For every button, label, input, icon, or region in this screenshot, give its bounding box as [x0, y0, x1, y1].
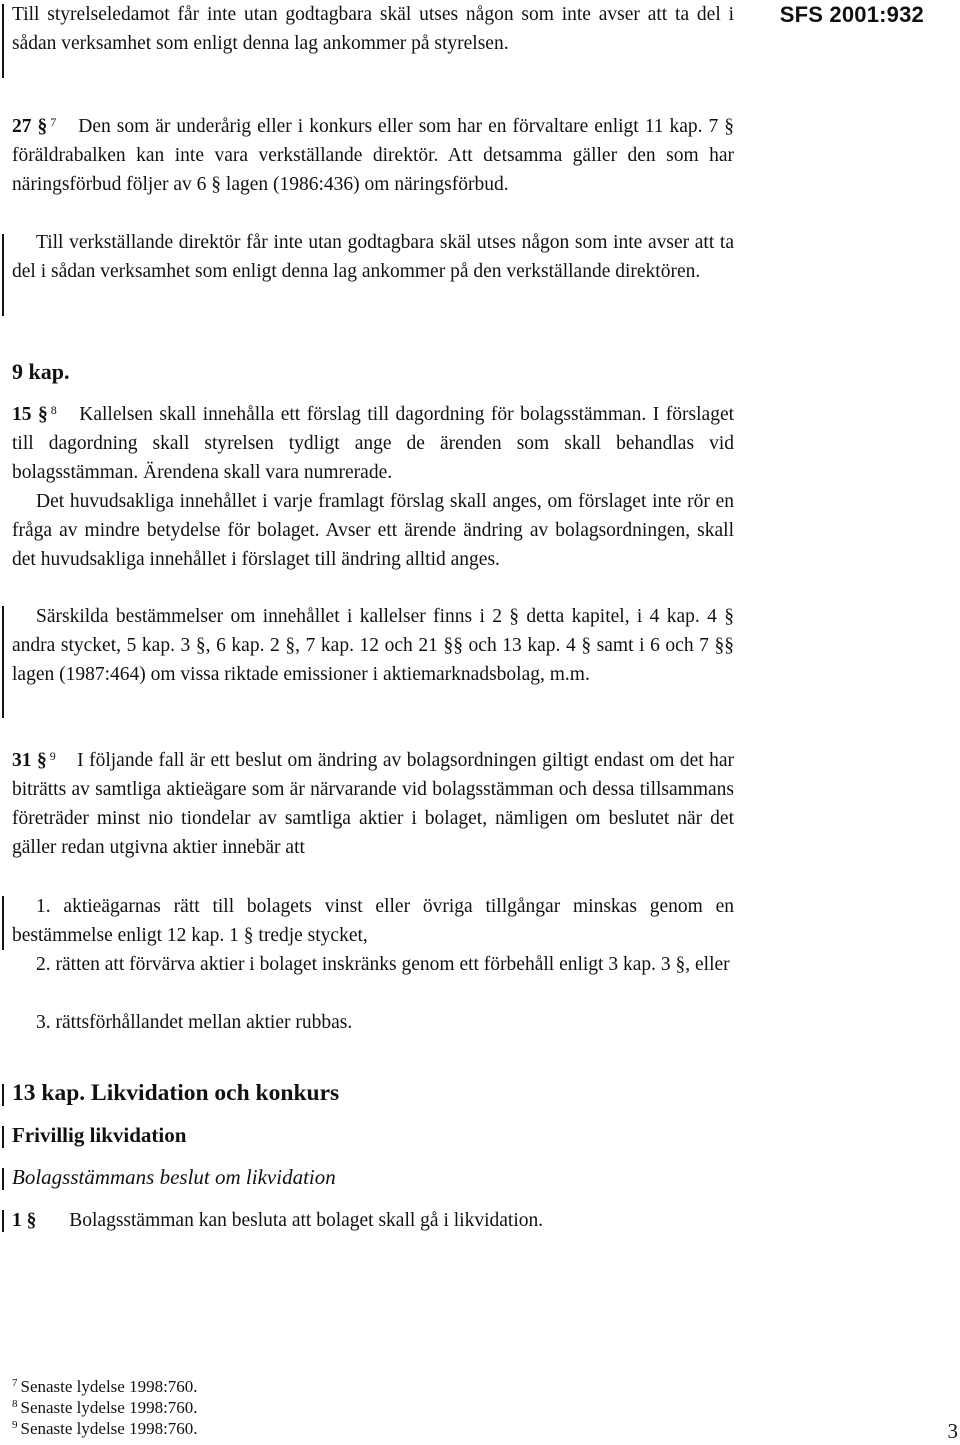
- sfs-number: SFS 2001:932: [779, 2, 924, 27]
- section-number: 15 §: [12, 404, 48, 425]
- section-number: 1 §: [12, 1210, 37, 1231]
- page-number: 3: [947, 1419, 958, 1443]
- footnotes: [12, 1376, 198, 1439]
- section-15-paragraph-1: Kallelsen skall innehålla ett förslag till dagordning för bolagsstämman. I förslaget till dagordning skall styrelsen tydligt ange de ärenden som skall behandlas vid bolagsstämman. Ärendena skall vara numrerade.: [12, 404, 735, 483]
- change-bar: [2, 1126, 4, 1148]
- change-bar: [2, 896, 4, 950]
- section-31-paragraph-1: I följande fall är ett beslut om ändring av bolagsordningen giltigt endast om det har biträtts av samtliga aktieägare som är närvarande vid bolagsstämman och dessa tillsammans företräder minst nio tiondelar av samtliga aktier i bolaget, nämligen om beslutet när det gäller redan utgivna aktier innebär att: [12, 750, 734, 858]
- footnote-ref: 8: [50, 403, 57, 417]
- section-15: [12, 400, 734, 487]
- section-27-paragraph-1: Den som är underårig eller i konkurs eller som har en förvaltare enligt 11 kap. 7 § föräldrabalken kan inte vara verkställande direktör. Att detsamma gäller den som har näringsförbud följer av 6 § lagen (1986:436) om näringsförbud.: [12, 116, 735, 195]
- list-item: 3. rättsförhållandet mellan aktier rubbas.: [36, 1012, 353, 1033]
- section-15-paragraph-2: Det huvudsakliga innehållet i varje framlagt förslag skall anges, om förslaget inte rör en fråga av mindre betydelse för bolaget. Avser ett ärende ändring av bolagsordningen, skall det huvudsakliga innehållet i förslaget till ändring alltid anges.: [12, 491, 734, 570]
- chapter-heading-9: 9 kap.: [12, 359, 70, 384]
- change-bar: [2, 1084, 4, 1106]
- paragraph-styrelseledamot: Till styrelseledamot får inte utan godtagbara skäl utses någon som inte avser att ta del i sådan verksamhet som enligt denna lag ankommer på styrelsen.: [12, 4, 734, 54]
- section-27: [12, 112, 734, 199]
- section-number: 31 §: [12, 750, 47, 771]
- footnote: $^7$ Senaste lydelse 1998:760.: [12, 1377, 198, 1396]
- section-15-paragraph-3: Särskilda bestämmelser om innehållet i kallelser finns i 2 § detta kapitel, i 4 kap. 4 § andra stycket, 5 kap. 3 §, 6 kap. 2 §, 7 kap. 12 och 21 §§ och 13 kap. 4 § samt i 6 och 7 §§ lagen (1987:464) om vissa riktade emissioner i aktiemarknadsbolag, m.m.: [12, 606, 734, 685]
- change-bar: [2, 234, 4, 316]
- chapter-heading-13: 13 kap. Likvidation och konkurs: [12, 1080, 340, 1106]
- section-27-paragraph-2: Till verkställande direktör får inte utan godtagbara skäl utses någon som inte avser att ta del i sådan verksamhet som enligt denna lag ankommer på den verkställande direktören.: [12, 232, 734, 282]
- change-bar: [2, 1210, 4, 1232]
- italic-subheading: Bolagsstämmans beslut om likvidation: [12, 1165, 336, 1189]
- footnote: $^9$ Senaste lydelse 1998:760.: [12, 1419, 198, 1438]
- footnote-ref: 7: [50, 115, 57, 129]
- section-1-text: Bolagsstämman kan besluta att bolaget skall gå i likvidation.: [69, 1210, 544, 1231]
- change-bar: [2, 4, 4, 78]
- list-item: 1. aktieägarnas rätt till bolagets vinst eller övriga tillgångar minskas genom en bestämmelse enligt 12 kap. 1 § tredje stycket,: [12, 896, 734, 946]
- change-bar: [2, 1168, 4, 1190]
- footnote: $^8$ Senaste lydelse 1998:760.: [12, 1398, 198, 1417]
- list-item: 2. rätten att förvärva aktier i bolaget inskränks genom ett förbehåll enligt 3 kap. 3 §, eller: [36, 954, 730, 975]
- section-1: [12, 1206, 734, 1235]
- change-bar: [2, 606, 4, 718]
- subheading: Frivillig likvidation: [12, 1123, 187, 1147]
- section-31: [12, 746, 734, 862]
- section-number: 27 §: [12, 116, 48, 137]
- footnote-ref: 9: [49, 749, 56, 763]
